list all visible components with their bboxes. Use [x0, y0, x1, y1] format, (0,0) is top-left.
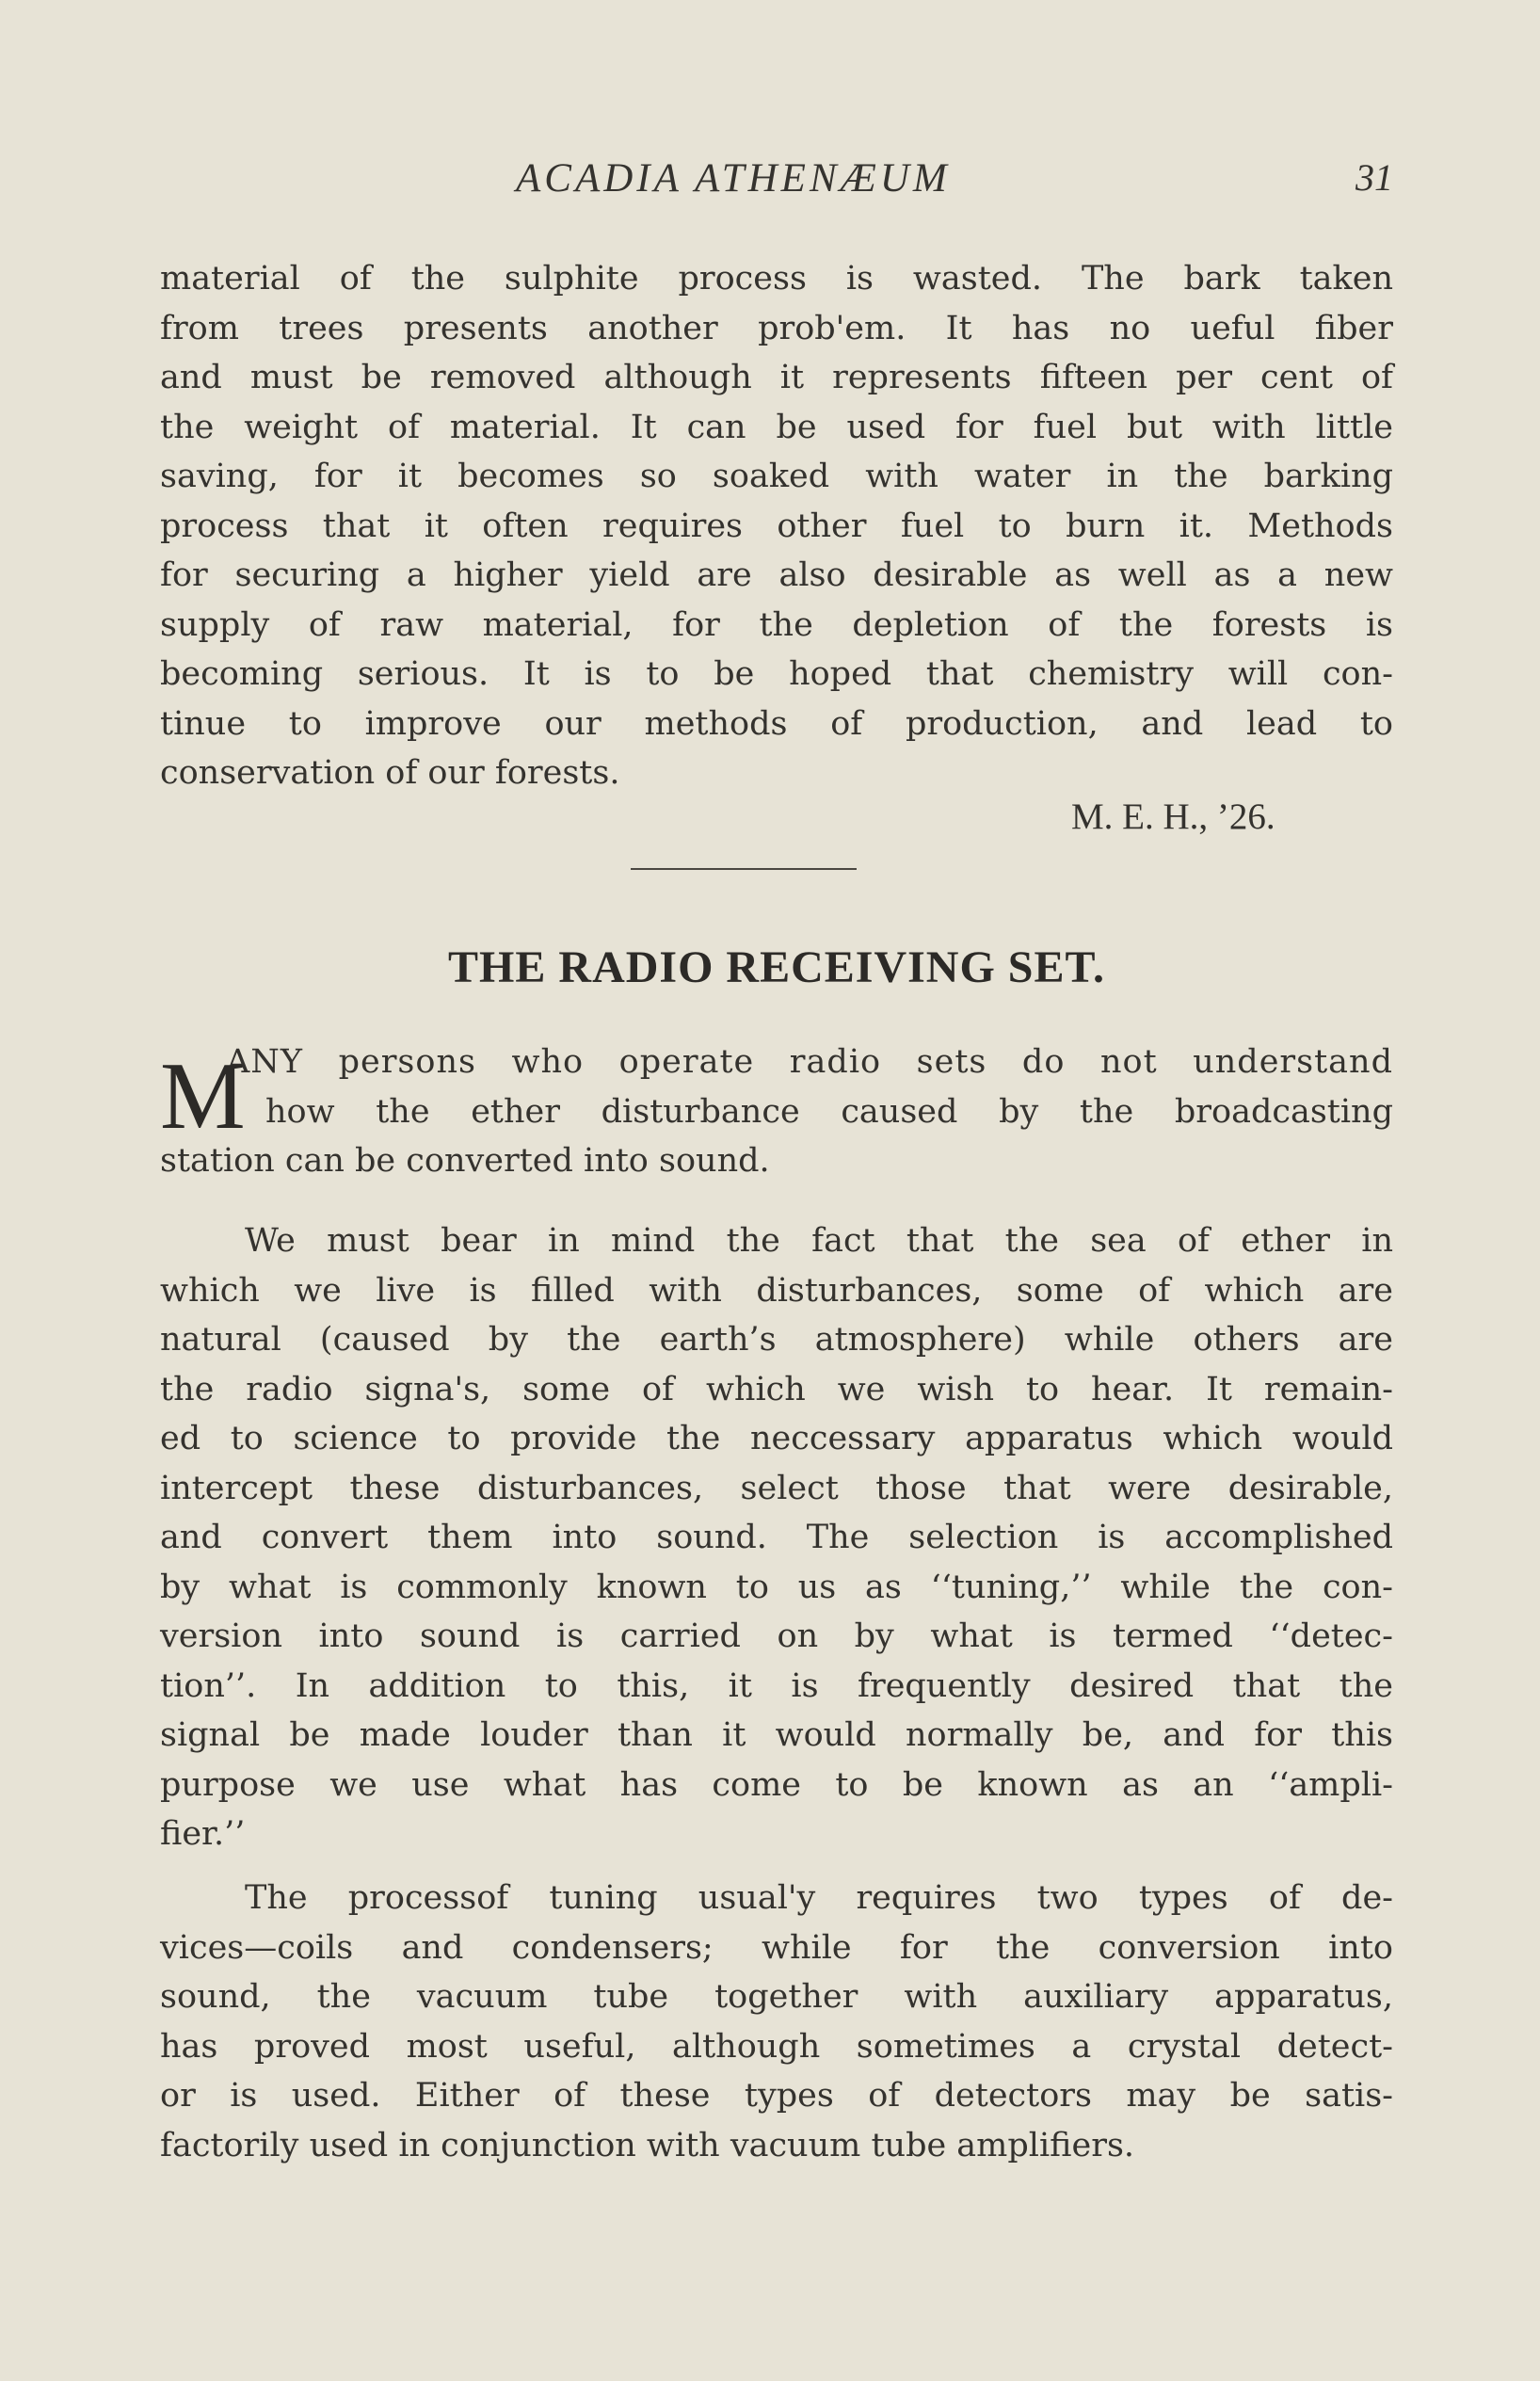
text-line: has proved most useful, although sometimes a crystal detect- [160, 2027, 1393, 2066]
running-head [160, 155, 1393, 212]
text-line: the weight of material. It can be used for fuel but with little [160, 408, 1393, 446]
text-line: tion’’. In addition to this, it is frequently desired that the [160, 1666, 1393, 1705]
text-line: saving, for it becomes so soaked with water in the barking [160, 458, 1393, 495]
text-line: version into sound is carried on by what is termed ‘‘detec- [160, 1617, 1393, 1655]
text-line: sound, the vacuum tube together with auxiliary apparatus, [160, 1978, 1393, 2016]
text-line: or is used. Either of these types of detectors may be satis- [160, 2077, 1393, 2115]
article-title: THE RADIO RECEIVING SET. [448, 942, 1105, 992]
text-line: ed to science to provide the neccessary apparatus which would [160, 1420, 1393, 1457]
text-line: natural (caused by the earth’s atmosphere) while others are [160, 1321, 1393, 1359]
text-line: station can be converted into sound. [160, 1142, 770, 1180]
text-line: becoming serious. It is to be hoped that chemistry will con- [160, 655, 1393, 693]
body-paragraph [160, 1216, 1393, 1859]
text-line: supply of raw material, for the depletion of the forests is [160, 605, 1393, 644]
body-paragraph [160, 1874, 1393, 2170]
text-line: ANY persons who operate radio sets do not understand [226, 1043, 1393, 1081]
journal-title: ACADIA ATHENÆUM [516, 156, 951, 201]
text-line: process that it often requires other fuel to burn it. Methods [160, 507, 1393, 545]
text-line: We must bear in mind the fact that the sea of ether in [245, 1222, 1393, 1260]
drop-cap: M [160, 1043, 246, 1150]
text-line: vices—coils and condensers; while for the conversion into [160, 1928, 1393, 1967]
text-line: from trees presents another prob'em. It has no ueful fiber [160, 309, 1393, 347]
text-line: by what is commonly known to us as ‘‘tuning,’’ while the con- [160, 1568, 1393, 1606]
text-line: factorily used in conjunction with vacuum tube amplifiers. [160, 2126, 1135, 2164]
text-line: fier.’’ [160, 1815, 246, 1853]
text-line: signal be made louder than it would normally be, and for this [160, 1716, 1393, 1754]
section-divider [631, 868, 857, 870]
text-line: how the ether disturbance caused by the broadcasting [265, 1092, 1393, 1131]
text-line: for securing a higher yield are also desirable as well as a new [160, 556, 1393, 594]
text-line: and convert them into sound. The selection is accomplished [160, 1519, 1393, 1556]
text-line: tinue to improve our methods of production, and lead to [160, 704, 1393, 743]
page-number: 31 [1356, 156, 1393, 199]
text-line: conservation of our forests. [160, 754, 620, 792]
text-line: purpose we use what has come to be known as an ‘‘ampli- [160, 1765, 1393, 1804]
text-line: intercept these disturbances, select those that were desirable, [160, 1469, 1393, 1507]
continued-paragraph [160, 254, 1393, 798]
text-line: which we live is filled with disturbances, some of which are [160, 1271, 1393, 1310]
opening-paragraph [160, 1043, 1393, 1192]
text-line: and must be removed although it represents fifteen per cent of [160, 359, 1393, 396]
text-line: material of the sulphite process is wasted. The bark taken [160, 260, 1393, 298]
text-line: the radio signa's, some of which we wish to hear. It remain- [160, 1370, 1393, 1408]
author-signature: M. E. H., ’26. [1071, 796, 1275, 837]
text-line: The processof tuning usual'y requires two types of de- [245, 1879, 1393, 1917]
